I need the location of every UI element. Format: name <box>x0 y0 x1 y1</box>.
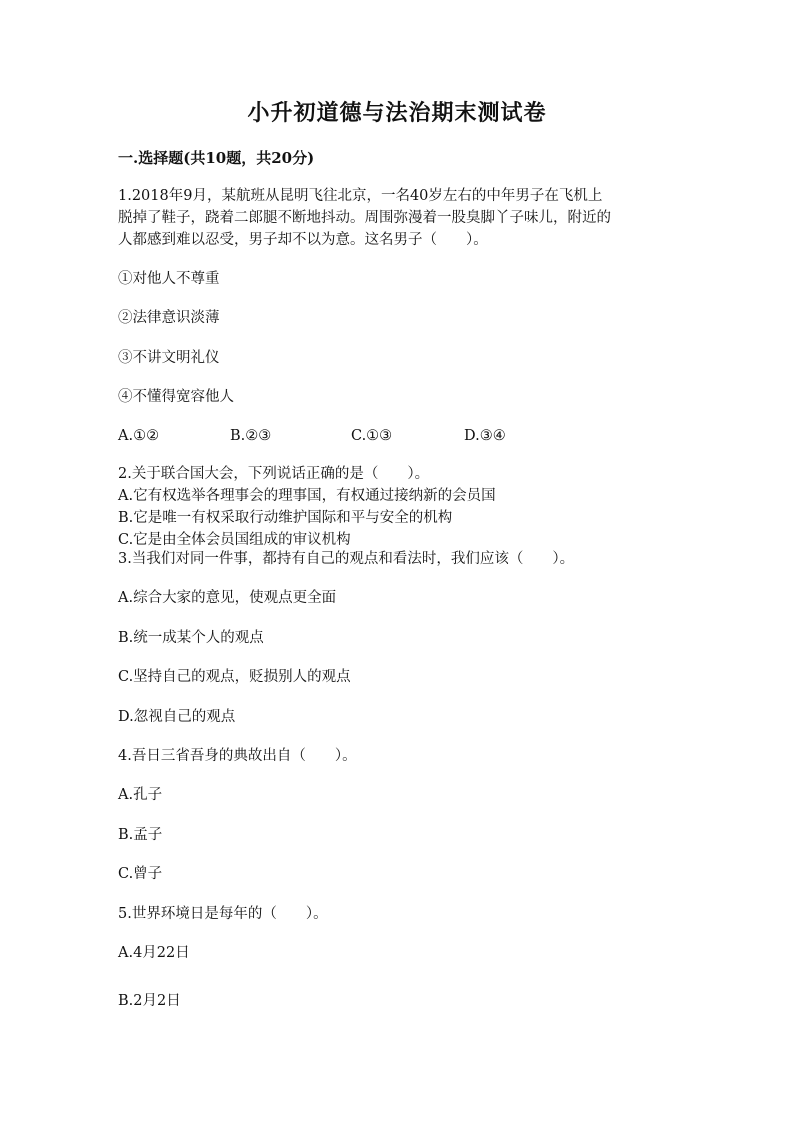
q4-option-a: A.孔子 <box>118 787 163 803</box>
q2-option-b: B.它是唯一有权采取行动维护国际和平与安全的机构 <box>118 510 453 526</box>
page-title: 小升初道德与法治期末测试卷 <box>247 100 547 126</box>
q1-options-row <box>118 425 678 447</box>
q4-option-c: C.曾子 <box>118 866 163 882</box>
q2-option-a: A.它有权选举各理事会的理事国，有权通过接纳新的会员国 <box>118 488 496 504</box>
q4-stem: 4.吾日三省吾身的典故出自（ ）。 <box>118 748 357 764</box>
q5-option-a: A.4月22日 <box>118 945 190 961</box>
q1-option-c: C.①③ <box>351 428 393 444</box>
q1-statement-2: ②法律意识淡薄 <box>118 310 220 326</box>
section-heading: 一.选择题(共10题，共20分) <box>118 149 315 167</box>
q1-option-b: B.②③ <box>230 428 272 444</box>
q2-option-c: C.它是由全体会员国组成的审议机构 <box>118 532 351 548</box>
q1-option-a: A.①② <box>118 428 160 444</box>
q1-statement-4: ④不懂得宽容他人 <box>118 389 234 405</box>
q3-stem: 3.当我们对同一件事，都持有自己的观点和看法时，我们应该（ ）。 <box>118 551 575 567</box>
q3-option-a: A.综合大家的意见，使观点更全面 <box>118 590 337 606</box>
q1-statement-3: ③不讲文明礼仪 <box>118 350 220 366</box>
q5-option-b: B.2月2日 <box>118 993 181 1009</box>
q1-stem-line-3: 人都感到难以忍受，男子却不以为意。这名男子（ ）。 <box>118 232 488 248</box>
q3-option-d: D.忽视自己的观点 <box>118 709 236 725</box>
q1-stem-line-2: 脱掉了鞋子，跷着二郎腿不断地抖动。周围弥漫着一股臭脚丫子味儿，附近的 <box>118 210 611 226</box>
q1-statement-1: ①对他人不尊重 <box>118 271 220 287</box>
q2-stem: 2.关于联合国大会，下列说话正确的是（ ）。 <box>118 466 430 482</box>
q5-stem: 5.世界环境日是每年的（ ）。 <box>118 906 328 922</box>
q3-option-b: B.统一成某个人的观点 <box>118 630 264 646</box>
q4-option-b: B.孟子 <box>118 827 163 843</box>
q1-stem-line-1: 1.2018年9月，某航班从昆明飞往北京，一名40岁左右的中年男子在飞机上 <box>118 188 603 204</box>
q3-option-c: C.坚持自己的观点，贬损别人的观点 <box>118 669 351 685</box>
q1-option-d: D.③④ <box>464 428 506 444</box>
